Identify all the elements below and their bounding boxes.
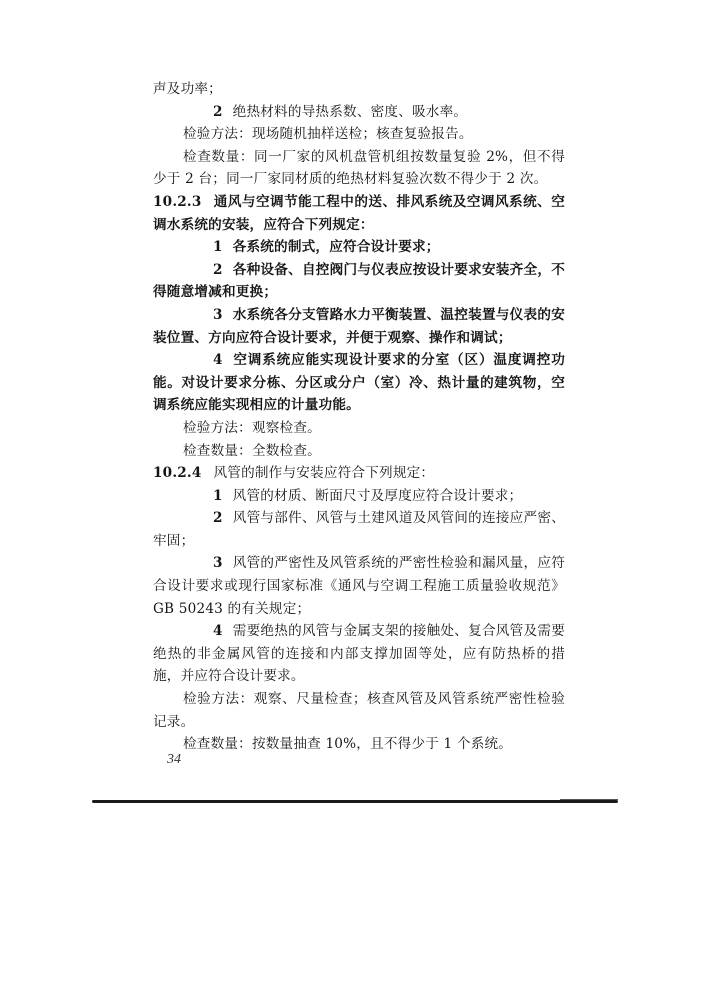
body-text — [153, 78, 565, 756]
page-number: 34 — [167, 752, 181, 767]
item-number: 3 — [213, 555, 223, 572]
paragraph-text: 检查数量：全数检查。 — [183, 442, 321, 459]
paragraph — [153, 440, 565, 463]
paragraph-text: 检查数量：同一厂家的风机盘管机组按数量复验 2%，但不得少于 2 台；同一厂家同材质的绝热材料复验次数不得少于 2 次。 — [153, 148, 565, 188]
clause-number: 10.2.4 — [153, 465, 202, 482]
item-number: 4 — [213, 623, 223, 640]
paragraph-text: 检查数量：按数量抽查 10%，且不得少于 1 个系统。 — [183, 736, 513, 753]
paragraph-text: 需要绝热的风管与金属支架的接触处、复合风管及需要绝热的非金属风管的连接和内部支撑加固等处，应有防热桥的措施，并应符合设计要求。 — [153, 623, 565, 685]
paragraph — [153, 191, 565, 236]
paragraph — [153, 688, 565, 733]
paragraph-text: 各系统的制式，应符合设计要求； — [232, 239, 440, 256]
paragraph — [153, 733, 565, 756]
bottom-rule — [92, 800, 618, 803]
item-number: 2 — [213, 261, 223, 278]
paragraph — [153, 101, 565, 124]
paragraph — [153, 304, 565, 349]
paragraph-text: 检验方法：观察、尺量检查；核查风管及风管系统严密性检验记录。 — [153, 691, 565, 730]
item-number: 2 — [213, 103, 223, 120]
item-number: 1 — [213, 487, 223, 504]
paragraph — [153, 349, 565, 417]
paragraph — [153, 552, 565, 620]
paragraph — [153, 78, 565, 101]
paragraph-text: 风管的严密性及风管系统的严密性检验和漏风量，应符合设计要求或现行国家标准《通风与空调工程施工质量验收规范》GB 50243 的有关规定； — [153, 555, 565, 617]
paragraph — [153, 620, 565, 688]
paragraph — [153, 507, 565, 552]
paragraph — [153, 485, 565, 508]
paragraph-text: 风管与部件、风管与土建风道及风管间的连接应严密、牢固； — [153, 510, 565, 549]
paragraph — [153, 146, 565, 191]
paragraph — [153, 236, 565, 259]
item-number: 3 — [213, 306, 223, 323]
paragraph-text: 水系统各分支管路水力平衡装置、温控装置与仪表的安装位置、方向应符合设计要求，并便于观察、操作和调试； — [153, 306, 565, 346]
paragraph-text: 通风与空调节能工程中的送、排风系统及空调风系统、空调水系统的安装，应符合下列规定： — [153, 193, 565, 233]
bottom-rule-end — [560, 799, 618, 800]
item-number: 4 — [213, 352, 223, 369]
paragraph-text: 空调系统应能实现设计要求的分室（区）温度调控功能。对设计要求分栋、分区或分户（室）冷、热计量的建筑物，空调系统应能实现相应的计量功能。 — [153, 352, 565, 414]
item-number: 1 — [213, 239, 223, 256]
paragraph-text: 检验方法：现场随机抽样送检；核查复验报告。 — [183, 126, 473, 143]
clause-number: 10.2.3 — [153, 193, 202, 210]
paragraph-text: 风管的材质、断面尺寸及厚度应符合设计要求； — [232, 487, 523, 504]
paragraph — [153, 259, 565, 304]
paragraph — [153, 462, 565, 485]
paragraph-text: 检验方法：观察检查。 — [183, 419, 321, 436]
paragraph — [153, 417, 565, 440]
paragraph — [153, 123, 565, 146]
paragraph-text: 风管的制作与安装应符合下列规定： — [213, 465, 435, 482]
item-number: 2 — [213, 510, 223, 527]
paragraph-text: 绝热材料的导热系数、密度、吸水率。 — [232, 103, 468, 120]
paragraph-text: 各种设备、自控阀门与仪表应按设计要求安装齐全，不得随意增减和更换； — [153, 261, 565, 301]
paragraph-text: 声及功率； — [153, 81, 222, 97]
